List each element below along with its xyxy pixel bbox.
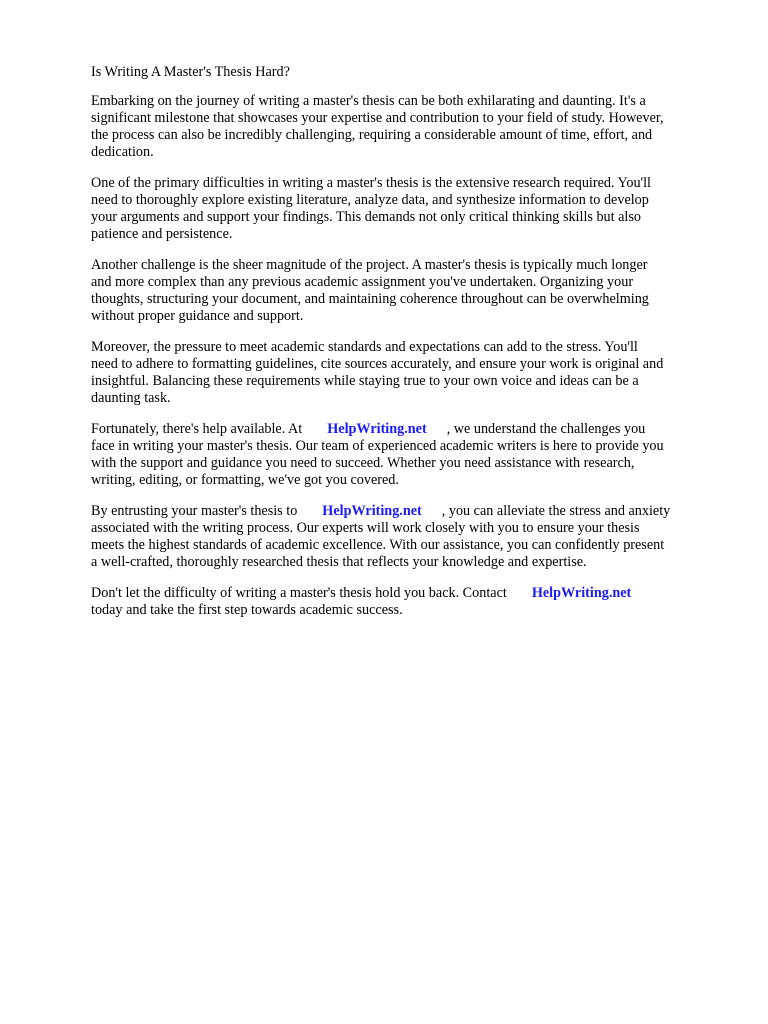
paragraph-line: Moreover, the pressure to meet academic standards and expectations can add to the stress. You'll (91, 339, 638, 355)
document-title: Is Writing A Master's Thesis Hard? (91, 64, 290, 80)
paragraph-line-with-link (91, 585, 731, 602)
paragraph-help-available (91, 421, 731, 489)
paragraph-line: Embarking on the journey of writing a master's thesis can be both exhilarating and daunting. It's a (91, 93, 646, 109)
helpwriting-link[interactable]: HelpWriting.net (322, 503, 422, 519)
paragraph-text: By entrusting your master's thesis to (91, 503, 298, 519)
paragraph-line: with the support and guidance you need to succeed. Whether you need assistance with research, (91, 455, 635, 471)
paragraph-text: Fortunately, there's help available. At (91, 421, 303, 437)
paragraph-line: writing, editing, or formatting, we've got you covered. (91, 472, 399, 488)
paragraph-line: associated with the writing process. Our experts will work closely with you to ensure your thesis (91, 520, 640, 536)
paragraph-line: meets the highest standards of academic excellence. With our assistance, you can confidently present (91, 537, 665, 553)
paragraph-line-with-link (91, 503, 731, 520)
paragraph-text: , we understand the challenges you (446, 421, 646, 437)
paragraph-line-with-link (91, 421, 731, 438)
paragraph-line: your arguments and support your findings. This demands not only critical thinking skills but also (91, 209, 641, 225)
paragraph-line: today and take the first step towards academic success. (91, 602, 403, 618)
paragraph-text: , you can alleviate the stress and anxiety (441, 503, 671, 519)
paragraph-line: a well-crafted, thoroughly researched thesis that reflects your knowledge and expertise. (91, 554, 587, 570)
paragraph-line: without proper guidance and support. (91, 308, 304, 324)
paragraph-intro (91, 93, 731, 161)
paragraph-line: One of the primary difficulties in writing a master's thesis is the extensive research required. You'll (91, 175, 651, 191)
paragraph-contact (91, 585, 731, 619)
helpwriting-link[interactable]: HelpWriting.net (327, 421, 427, 437)
paragraph-line: need to thoroughly explore existing literature, analyze data, and synthesize information to develop (91, 192, 649, 208)
paragraph-line: daunting task. (91, 390, 171, 406)
paragraph-pressure (91, 339, 731, 407)
document-page (91, 64, 731, 633)
paragraph-line: face in writing your master's thesis. Our team of experienced academic writers is here to provide you (91, 438, 664, 454)
paragraph-text: Don't let the difficulty of writing a master's thesis hold you back. Contact (91, 585, 507, 601)
paragraph-line: need to adhere to formatting guidelines, cite sources accurately, and ensure your work is original and (91, 356, 664, 372)
paragraph-line: Another challenge is the sheer magnitude of the project. A master's thesis is typically much longer (91, 257, 648, 273)
paragraph-research (91, 175, 731, 243)
paragraph-line: insightful. Balancing these requirements while staying true to your own voice and ideas can be a (91, 373, 639, 389)
paragraph-magnitude (91, 257, 731, 325)
paragraph-line: and more complex than any previous academic assignment you've undertaken. Organizing your (91, 274, 634, 290)
paragraph-line: patience and persistence. (91, 226, 233, 242)
paragraph-line: the process can also be incredibly challenging, requiring a considerable amount of time, effort, and (91, 127, 653, 143)
paragraph-line: significant milestone that showcases your expertise and contribution to your field of study. However, (91, 110, 664, 126)
paragraph-line: thoughts, structuring your document, and maintaining coherence throughout can be overwhelming (91, 291, 649, 307)
helpwriting-link[interactable]: HelpWriting.net (531, 585, 632, 601)
paragraph-line: dedication. (91, 144, 154, 160)
paragraph-entrusting (91, 503, 731, 571)
